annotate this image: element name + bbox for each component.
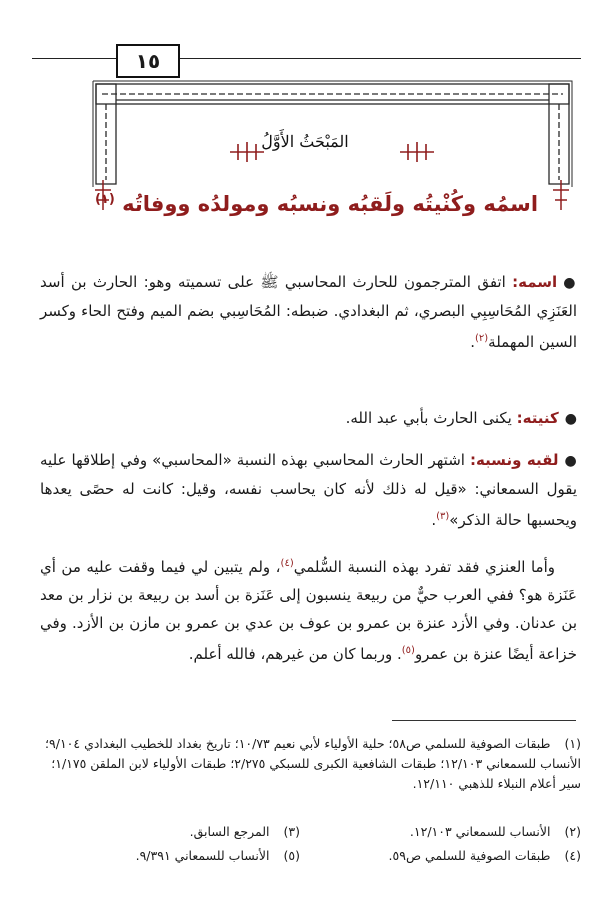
bullet-icon: ● (564, 411, 577, 427)
section-text: اتفق المترجمون للحارث المحاسبي ﷺ على تسميته وهو: الحارث بن أسد العَنَزِي المُحَاسِبِي البصري، ثم البغدادي. ضبطه: المُحَاسِبي بضم الميم وفتح الحاء وكسر السين المهملة (40, 273, 577, 351)
section-label: اسمه: (512, 273, 558, 291)
footnote-5 (100, 846, 300, 866)
bullet-icon: ● (564, 453, 577, 469)
chapter-title (60, 192, 573, 216)
paragraph-text: وأما العنزي فقد تفرد بهذه النسبة السُّلمي (293, 558, 555, 576)
footnote-number: (١) (564, 736, 581, 751)
footnote-ref: (٣) (436, 511, 450, 522)
section-label: كنيته: (516, 409, 559, 427)
section-tail: . (470, 333, 475, 351)
footnote-ref: (١) (94, 192, 115, 207)
footnote-ref: (٤) (280, 558, 294, 569)
section-laqab (40, 446, 577, 534)
footnote-ref: (٢) (474, 333, 489, 344)
paragraph-anazi (40, 550, 577, 668)
section-text: يكنى الحارث بأبي عبد الله. (345, 409, 512, 427)
footnote-3 (100, 822, 300, 842)
footnote-4 (331, 846, 581, 866)
footnote-text: الأنساب للسمعاني ١٢/١٠٣. (409, 824, 551, 839)
footnote-text: طبقات الصوفية للسلمي ص٥٨؛ حلية الأولياء لأبي نعيم ١٠/٧٣؛ تاريخ بغداد للخطيب البغدادي ٩/١٠٤؛ الأنساب للسمعاني ١٢/١٠٣؛ طبقات الشافعية الكبرى للسبكي ٢/٢٧٥؛ طبقات الأولياء لابن الملقن ١/١٧٥؛ سير أعلام النبلاء للذهبي ١٢/١١٠. (45, 736, 581, 791)
paragraph-text: . وربما كان من غيرهم، فالله أعلم. (188, 645, 402, 663)
section-label: لقبه ونسبه: (469, 451, 559, 469)
section-name (40, 268, 577, 356)
section-kunya (40, 404, 577, 433)
section-text: اشتهر الحارث المحاسبي بهذه النسبة «المحاسبي» وفي إطلاقها عليه يقول السمعاني: «قيل له ذلك لأنه كان يحاسب نفسه، وقيل: كانت له حصًى يعدها ويحسبها حالة الذكر» (40, 451, 577, 529)
chapter-title-text: اسمُه وكُنْيتُه ولَقبُه ونسبُه ومولدُه ووفاتُه (122, 192, 539, 216)
footnote-text: طبقات الصوفية للسلمي ص٥٩. (388, 848, 551, 863)
paragraph-text: ، ولم يتبين لي فيما وقفت عليه من أي عَنَزة هو؟ ففي العرب حيٌّ من ربيعة ينسبون إلى عَنَزة بن أسد بن ربيعة بن نزار بن معد بن عدنان. وفي الأزد عنزة بن عمرو بن عوف بن عدي بن عمرو بن مازن بن الأزد. وفي خزاعة أيضًا عنزة بن عمرو (40, 558, 577, 663)
footnote-text: المرجع السابق. (189, 824, 270, 839)
footnote-number: (٣) (283, 824, 300, 839)
bullet-icon: ● (563, 275, 577, 291)
footnote-number: (٤) (564, 848, 581, 863)
footnote-rule (392, 720, 576, 721)
footnote-number: (٥) (283, 848, 300, 863)
section-tail: . (431, 511, 437, 529)
footnote-number: (٢) (564, 824, 581, 839)
page-number: ١٥ (116, 44, 180, 78)
header-rule (32, 58, 581, 59)
heading-motif-right-icon (398, 140, 436, 164)
footnote-1 (40, 734, 581, 794)
section-heading: المَبْحَثُ الأَوَّلُ (261, 132, 349, 151)
footnote-text: الأنساب للسمعاني ٩/٣٩١. (135, 848, 270, 863)
footnote-ref: (٥) (401, 645, 415, 656)
footnote-2 (331, 822, 581, 842)
